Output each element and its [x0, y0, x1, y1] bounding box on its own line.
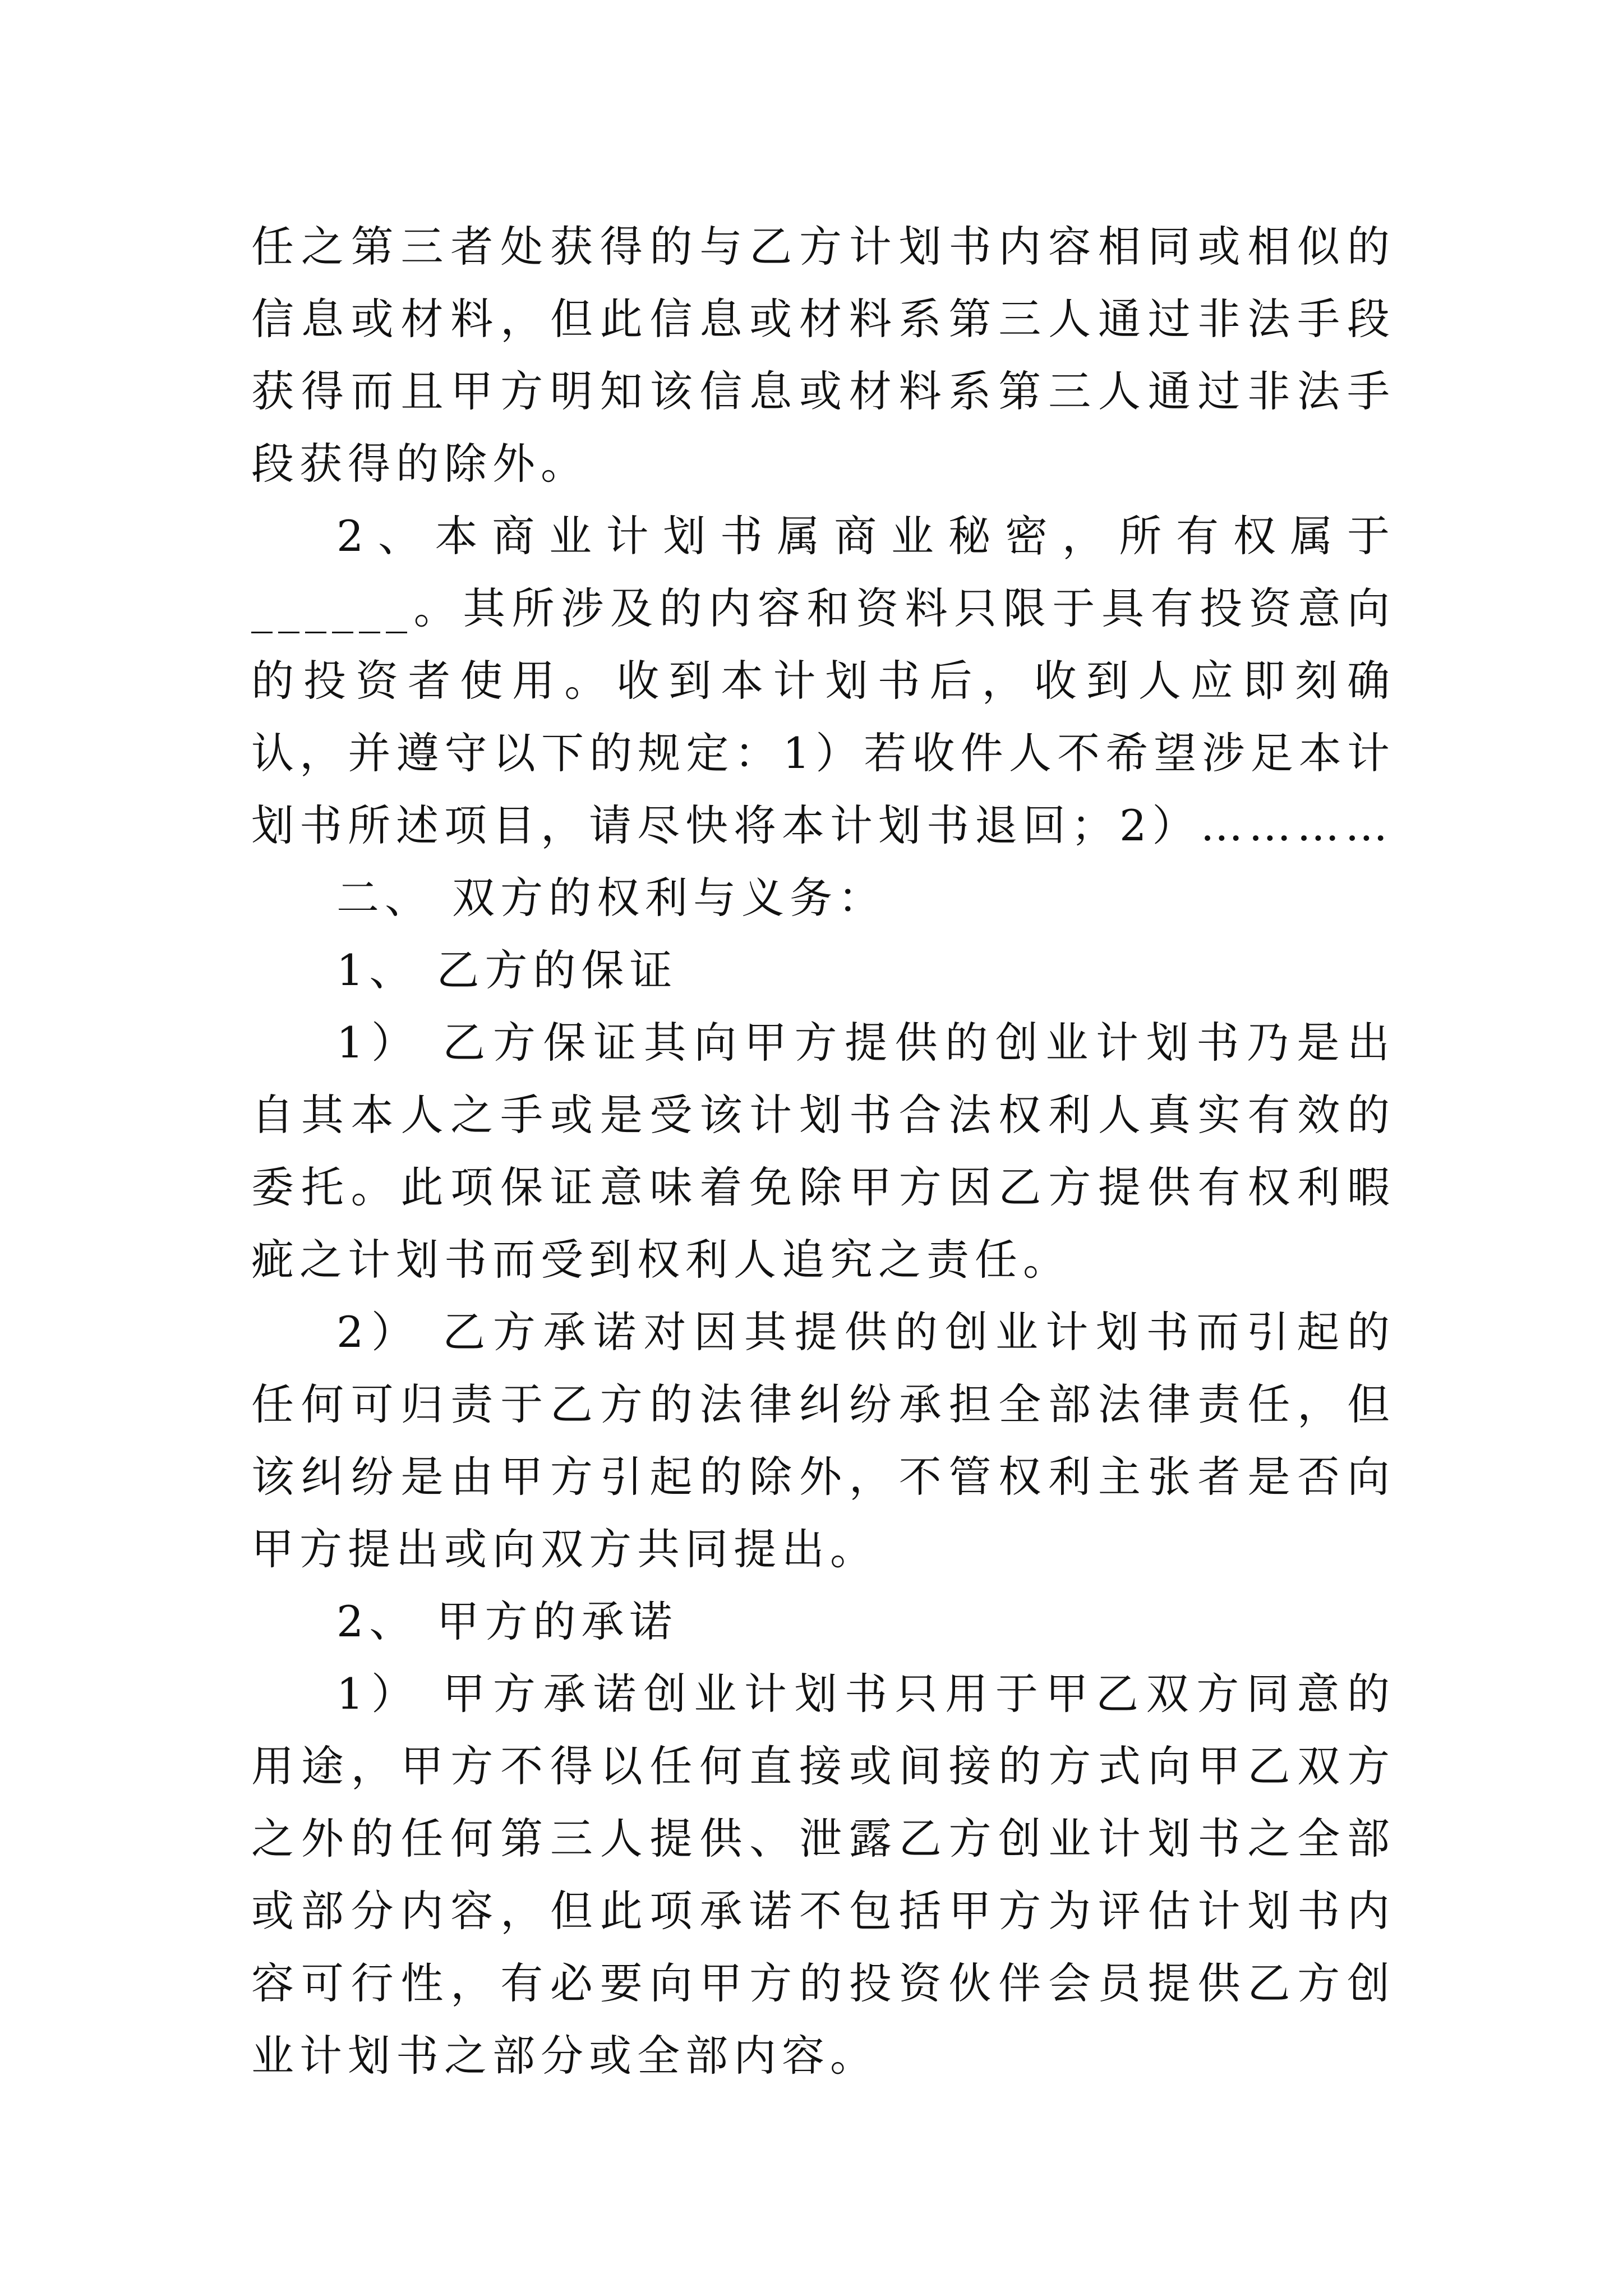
subheading-party-a-commitment: 2、 甲方的承诺 [336, 1596, 678, 1646]
paragraph-guarantee-2: 2） 乙方承诺对因其提供的创业计划书而引起的任何可归责于乙方的法律纠纷承担全部法律责任，但该纠纷是由甲方引起的除外，不管权利主张者是否向甲方提出或向双方共同提出。 [251, 1307, 1395, 1574]
paragraph-continuation: 任之第三者处获得的与乙方计划书内容相同或相似的信息或材料，但此信息或材料系第三人通过非法手段获得而且甲方明知该信息或材料系第三人通过非法手段获得的除外。 [251, 222, 1395, 489]
paragraph-commitment-1: 1） 甲方承诺创业计划书只用于甲乙双方同意的用途，甲方不得以任何直接或间接的方式向甲乙双方之外的任何第三人提供、泄露乙方创业计划书之全部或部分内容，但此项承诺不包括甲方为评估计划书内容可行性，有必要向甲方的投资伙伴会员提供乙方创业计划书之部分或全部内容。 [251, 1669, 1395, 2081]
subheading-party-b-guarantee: 1、 乙方的保证 [336, 945, 678, 995]
paragraph-guarantee-1: 1） 乙方保证其向甲方提供的创业计划书乃是出自其本人之手或是受该计划书合法权利人真实有效的委托。此项保证意味着免除甲方因乙方提供有权利暇疵之计划书而受到权利人追究之责任。 [251, 1018, 1395, 1285]
section-heading-rights-obligations: 二、 双方的权利与义务： [336, 873, 887, 923]
document-body [251, 210, 1395, 2092]
paragraph-ownership: 2、本商业计划书属商业秘密，所有权属于______。其所涉及的内容和资料只限于具有投资意向的投资者使用。收到本计划书后，收到人应即刻确认，并遵守以下的规定：1）若收件人不希望涉足本计划书所述项目，请尽快将本计划书退回；2）………… [251, 511, 1395, 850]
